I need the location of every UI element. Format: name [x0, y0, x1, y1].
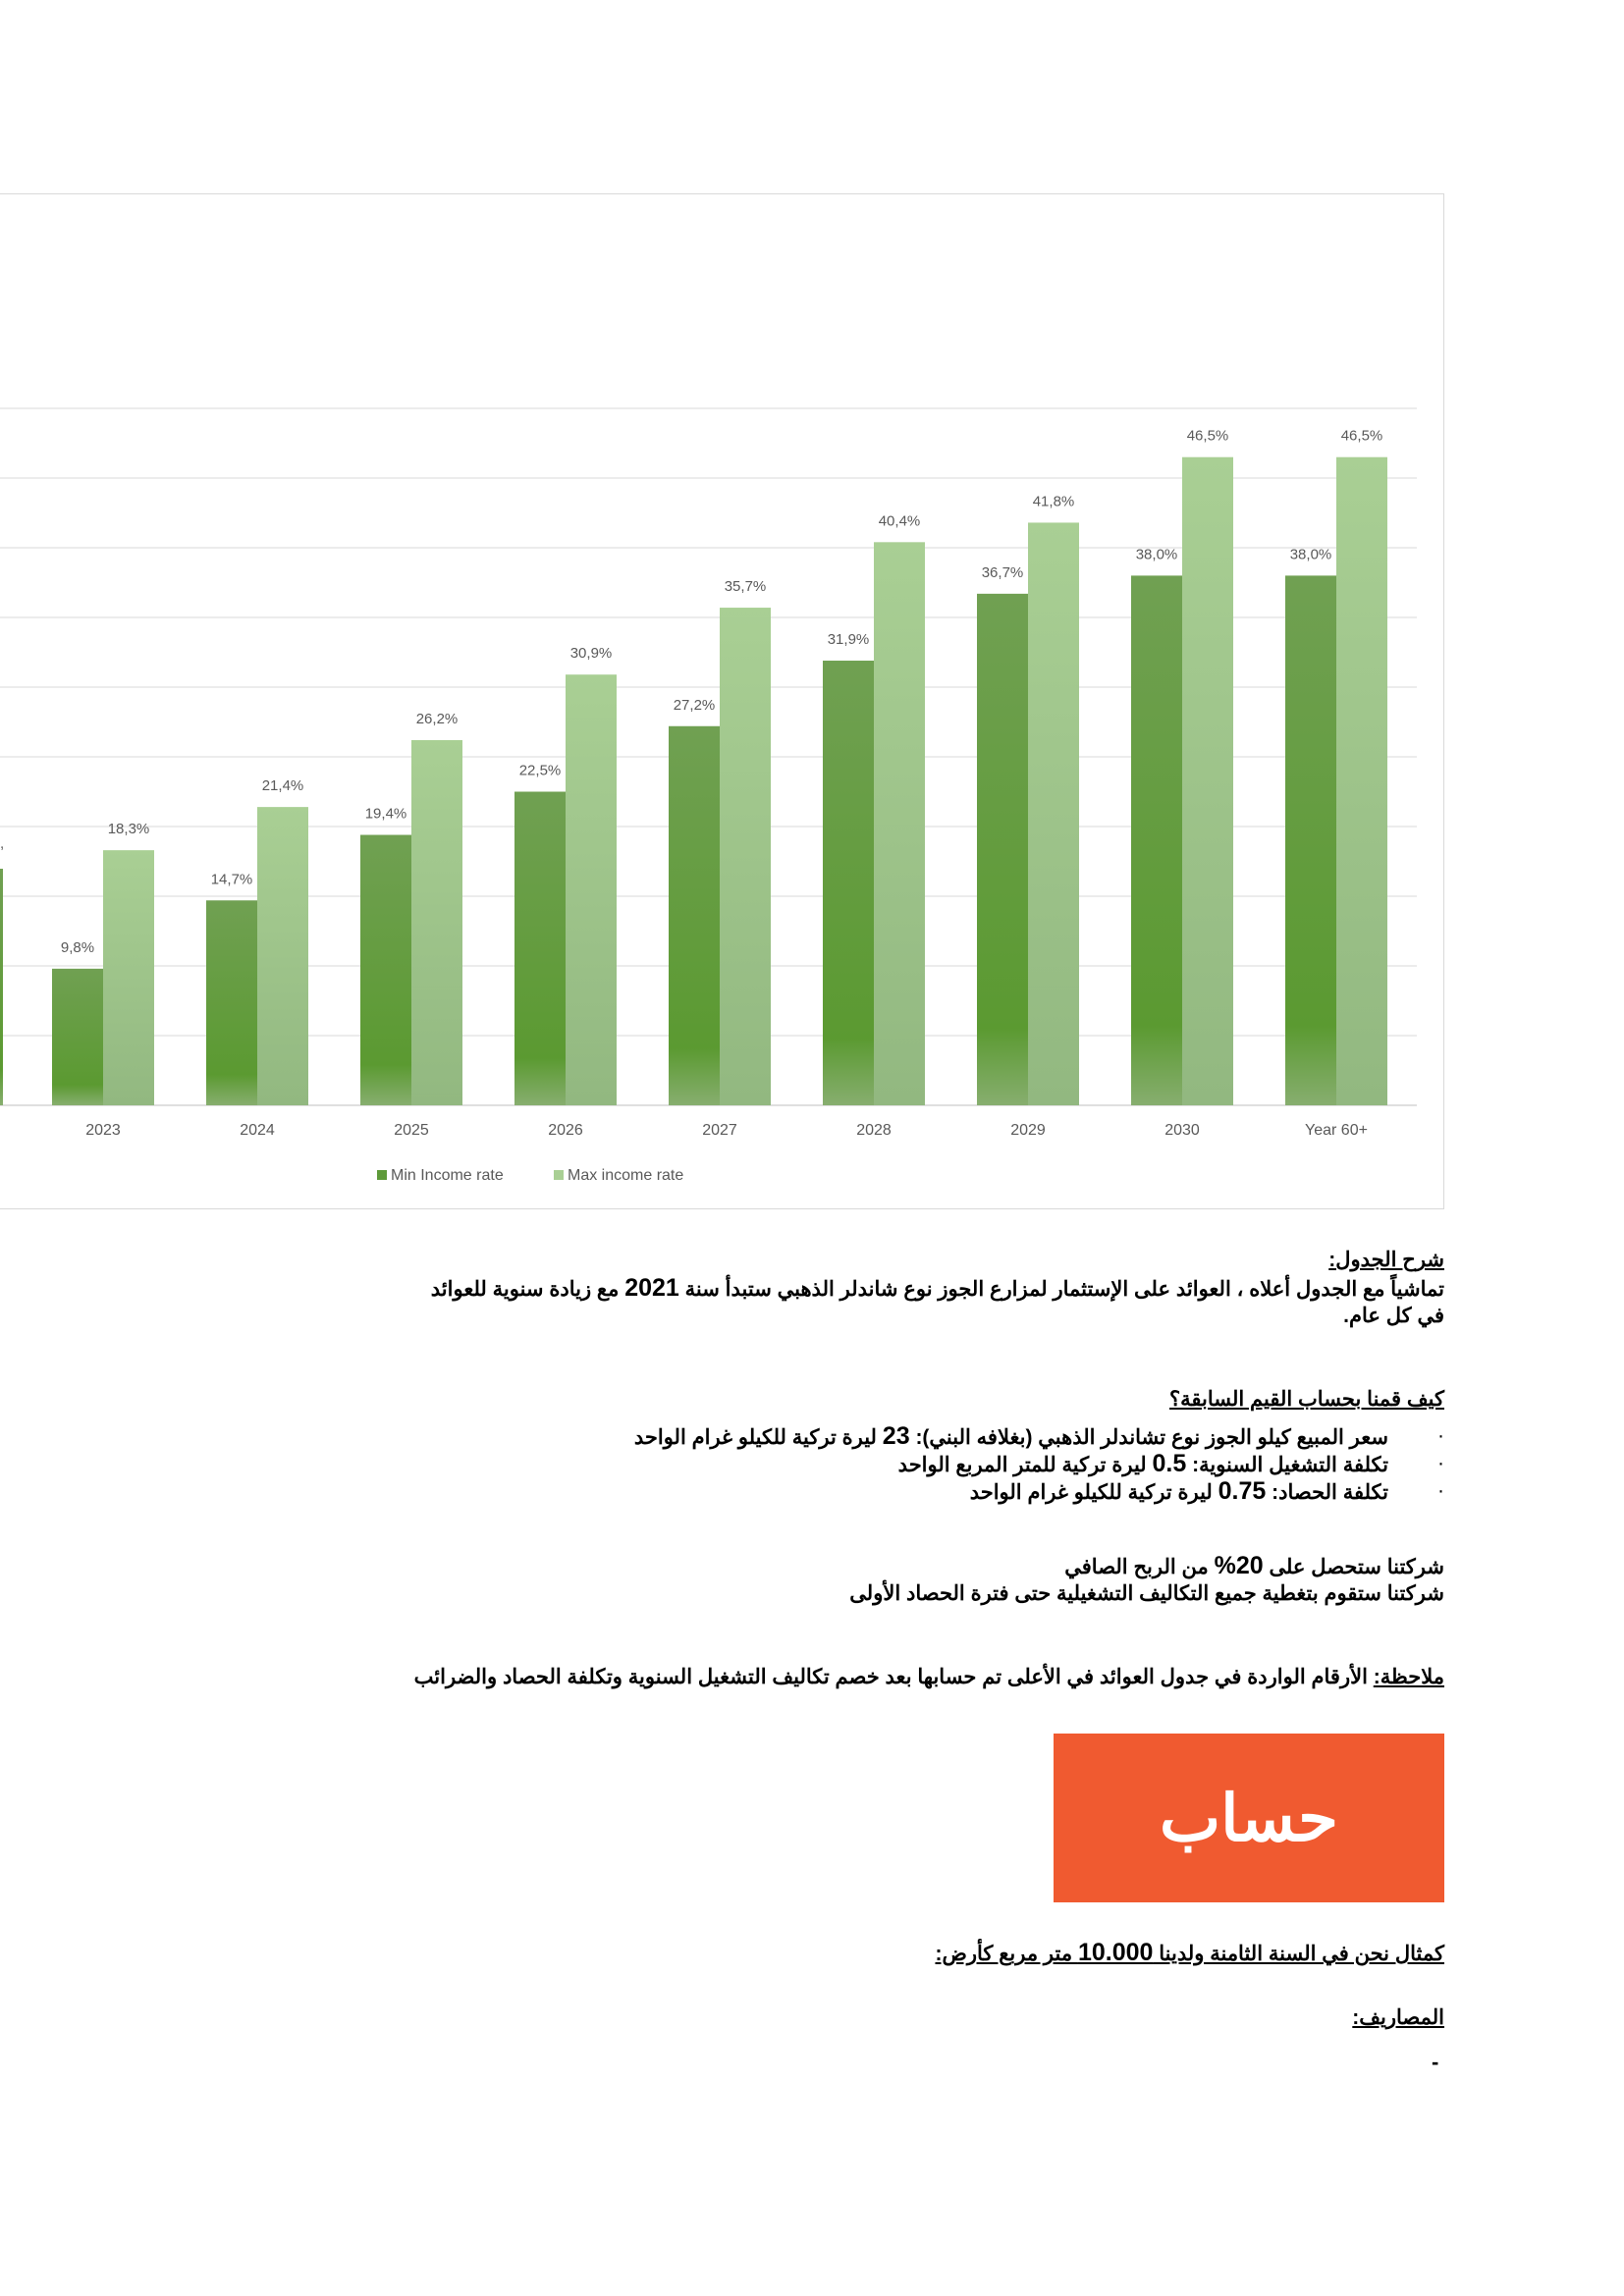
list-item: [364, 1451, 1444, 1478]
note-label: ملاحظة:: [1373, 1666, 1444, 1688]
bar-max-2028: [874, 542, 925, 1105]
explain-p1-b: مع زيادة سنوية للعوائد: [430, 1278, 625, 1301]
example-heading: [935, 1940, 1444, 1967]
chart-x-tick-labels: [85, 1122, 1368, 1139]
x-tick-label: 2023: [85, 1122, 121, 1139]
bar-min-2027: [669, 726, 720, 1105]
cover-costs-line: شركتنا ستقوم بتغطية جميع التكاليف التشغيلية حتى فترة الحصاد الأولى: [849, 1582, 1444, 1605]
bullet1-text-b: ليرة تركية للكيلو غرام الواحد: [633, 1426, 883, 1449]
data-label-max: 21,4%: [261, 777, 304, 795]
x-tick-label: Year 60+: [1305, 1122, 1368, 1139]
data-label-min: 19,4%: [364, 805, 407, 823]
data-label-min: 31,9%: [827, 631, 870, 649]
bar-max-2029: [1028, 522, 1079, 1105]
profit-line: [1064, 1553, 1444, 1580]
dash-marker: -: [1432, 2050, 1439, 2074]
explain-heading: شرح الجدول:: [1328, 1249, 1444, 1271]
data-label-max: 46,5%: [1340, 427, 1383, 445]
chart-svg: [0, 194, 1444, 1210]
legend-label-max: Max income rate: [568, 1167, 684, 1184]
data-label-max: 41,8%: [1032, 493, 1075, 510]
chart-legend: [377, 1167, 683, 1184]
data-label-min: 36,7%: [981, 563, 1024, 581]
bar-min-2029: [977, 594, 1028, 1105]
legend-label-min: Min Income rate: [391, 1167, 504, 1184]
calculate-button[interactable]: حساب: [1054, 1734, 1444, 1902]
profit-text-a: شركتنا ستحصل على: [1263, 1556, 1444, 1578]
bar-max-Year 60+: [1336, 457, 1387, 1105]
explain-paragraph-line2: في كل عام.: [1343, 1305, 1444, 1327]
bar-min-Year 60+: [1285, 575, 1336, 1105]
data-label-min: 22,5%: [518, 762, 562, 779]
bar-max-2026: [566, 674, 617, 1105]
bar-min-2030: [1131, 575, 1182, 1105]
example-text-b: متر مربع كأرض:: [935, 1943, 1078, 1965]
expenses-heading: المصاريف:: [1352, 2006, 1444, 2029]
income-rate-chart: [0, 193, 1444, 1209]
bar-cut-off: [0, 869, 3, 1105]
bullet3-number: 0.75: [1218, 1477, 1267, 1505]
data-label-min: 38,0%: [1135, 546, 1178, 563]
bar-max-2025: [411, 740, 462, 1105]
bar-max-2023: [103, 850, 154, 1105]
bullet3-text-b: ليرة تركية للكيلو غرام الواحد: [969, 1481, 1218, 1504]
example-number: 10.000: [1077, 1939, 1154, 1966]
legend-swatch-max: [554, 1170, 564, 1180]
chart-bars: [52, 428, 1387, 1105]
bar-min-2025: [360, 835, 411, 1105]
x-tick-label: 2029: [1010, 1122, 1046, 1139]
calculation-list: [364, 1423, 1444, 1506]
list-item: [364, 1423, 1444, 1451]
bullet-mark: ·: [1437, 1452, 1444, 1474]
bullet1-text-a: سعر المبيع كيلو الجوز نوع تشاندلر الذهبي (بغلافه البني):: [909, 1426, 1388, 1449]
profit-percent: 20%: [1214, 1552, 1264, 1579]
bar-cut-off-label: ,: [0, 835, 5, 852]
explain-p1-a: تماشياً مع الجدول أعلاه ، العوائد على الإستثمار لمزارع الجوز نوع شاندلر الذهبي ستبدأ سنة: [678, 1278, 1444, 1301]
explain-p1-year: 2021: [624, 1274, 679, 1302]
example-text-a: كمثال نحن في السنة الثامنة ولدينا: [1153, 1943, 1444, 1965]
data-label-max: 46,5%: [1186, 427, 1229, 445]
bullet-mark: ·: [1437, 1424, 1444, 1447]
profit-text-b: من الربح الصافي: [1064, 1556, 1215, 1578]
bar-min-2023: [52, 969, 103, 1105]
bar-max-2030: [1182, 457, 1233, 1105]
bullet1-number: 23: [882, 1422, 910, 1450]
bar-min-2024: [206, 900, 257, 1105]
x-tick-label: 2024: [240, 1122, 275, 1139]
bar-min-2028: [823, 661, 874, 1105]
bullet-mark: ·: [1437, 1479, 1444, 1502]
list-item: [364, 1478, 1444, 1506]
bar-min-2026: [514, 792, 566, 1106]
data-label-min: 27,2%: [673, 696, 716, 714]
x-tick-label: 2030: [1164, 1122, 1200, 1139]
data-label-max: 30,9%: [569, 645, 613, 663]
bar-max-2027: [720, 608, 771, 1105]
data-label-max: 35,7%: [724, 578, 767, 596]
legend-swatch-min: [377, 1170, 387, 1180]
x-tick-label: 2028: [856, 1122, 892, 1139]
bullet2-text-b: ليرة تركية للمتر المربع الواحد: [897, 1454, 1153, 1476]
x-tick-label: 2027: [702, 1122, 737, 1139]
note-text: الأرقام الواردة في جدول العوائد في الأعلى تم حسابها بعد خصم تكاليف التشغيل السنوية وتكلفة الحصاد والضرائب: [413, 1666, 1374, 1688]
data-label-max: 26,2%: [415, 710, 459, 727]
bullet3-text-a: تكلفة الحصاد:: [1266, 1481, 1388, 1504]
x-tick-label: 2026: [548, 1122, 583, 1139]
bullet2-number: 0.5: [1152, 1450, 1187, 1477]
data-label-min: 38,0%: [1289, 546, 1332, 563]
bar-max-2024: [257, 807, 308, 1105]
explain-paragraph-line1: [431, 1275, 1444, 1303]
how-heading: كيف قمنا بحساب القيم السابقة؟: [1168, 1388, 1444, 1411]
data-label-max: 18,3%: [107, 821, 150, 838]
x-tick-label: 2025: [394, 1122, 429, 1139]
data-label-min: 9,8%: [60, 938, 95, 956]
bullet2-text-a: تكلفة التشغيل السنوية:: [1186, 1454, 1388, 1476]
note-line: [414, 1665, 1444, 1690]
data-label-max: 40,4%: [878, 512, 921, 530]
data-label-min: 14,7%: [210, 871, 253, 888]
